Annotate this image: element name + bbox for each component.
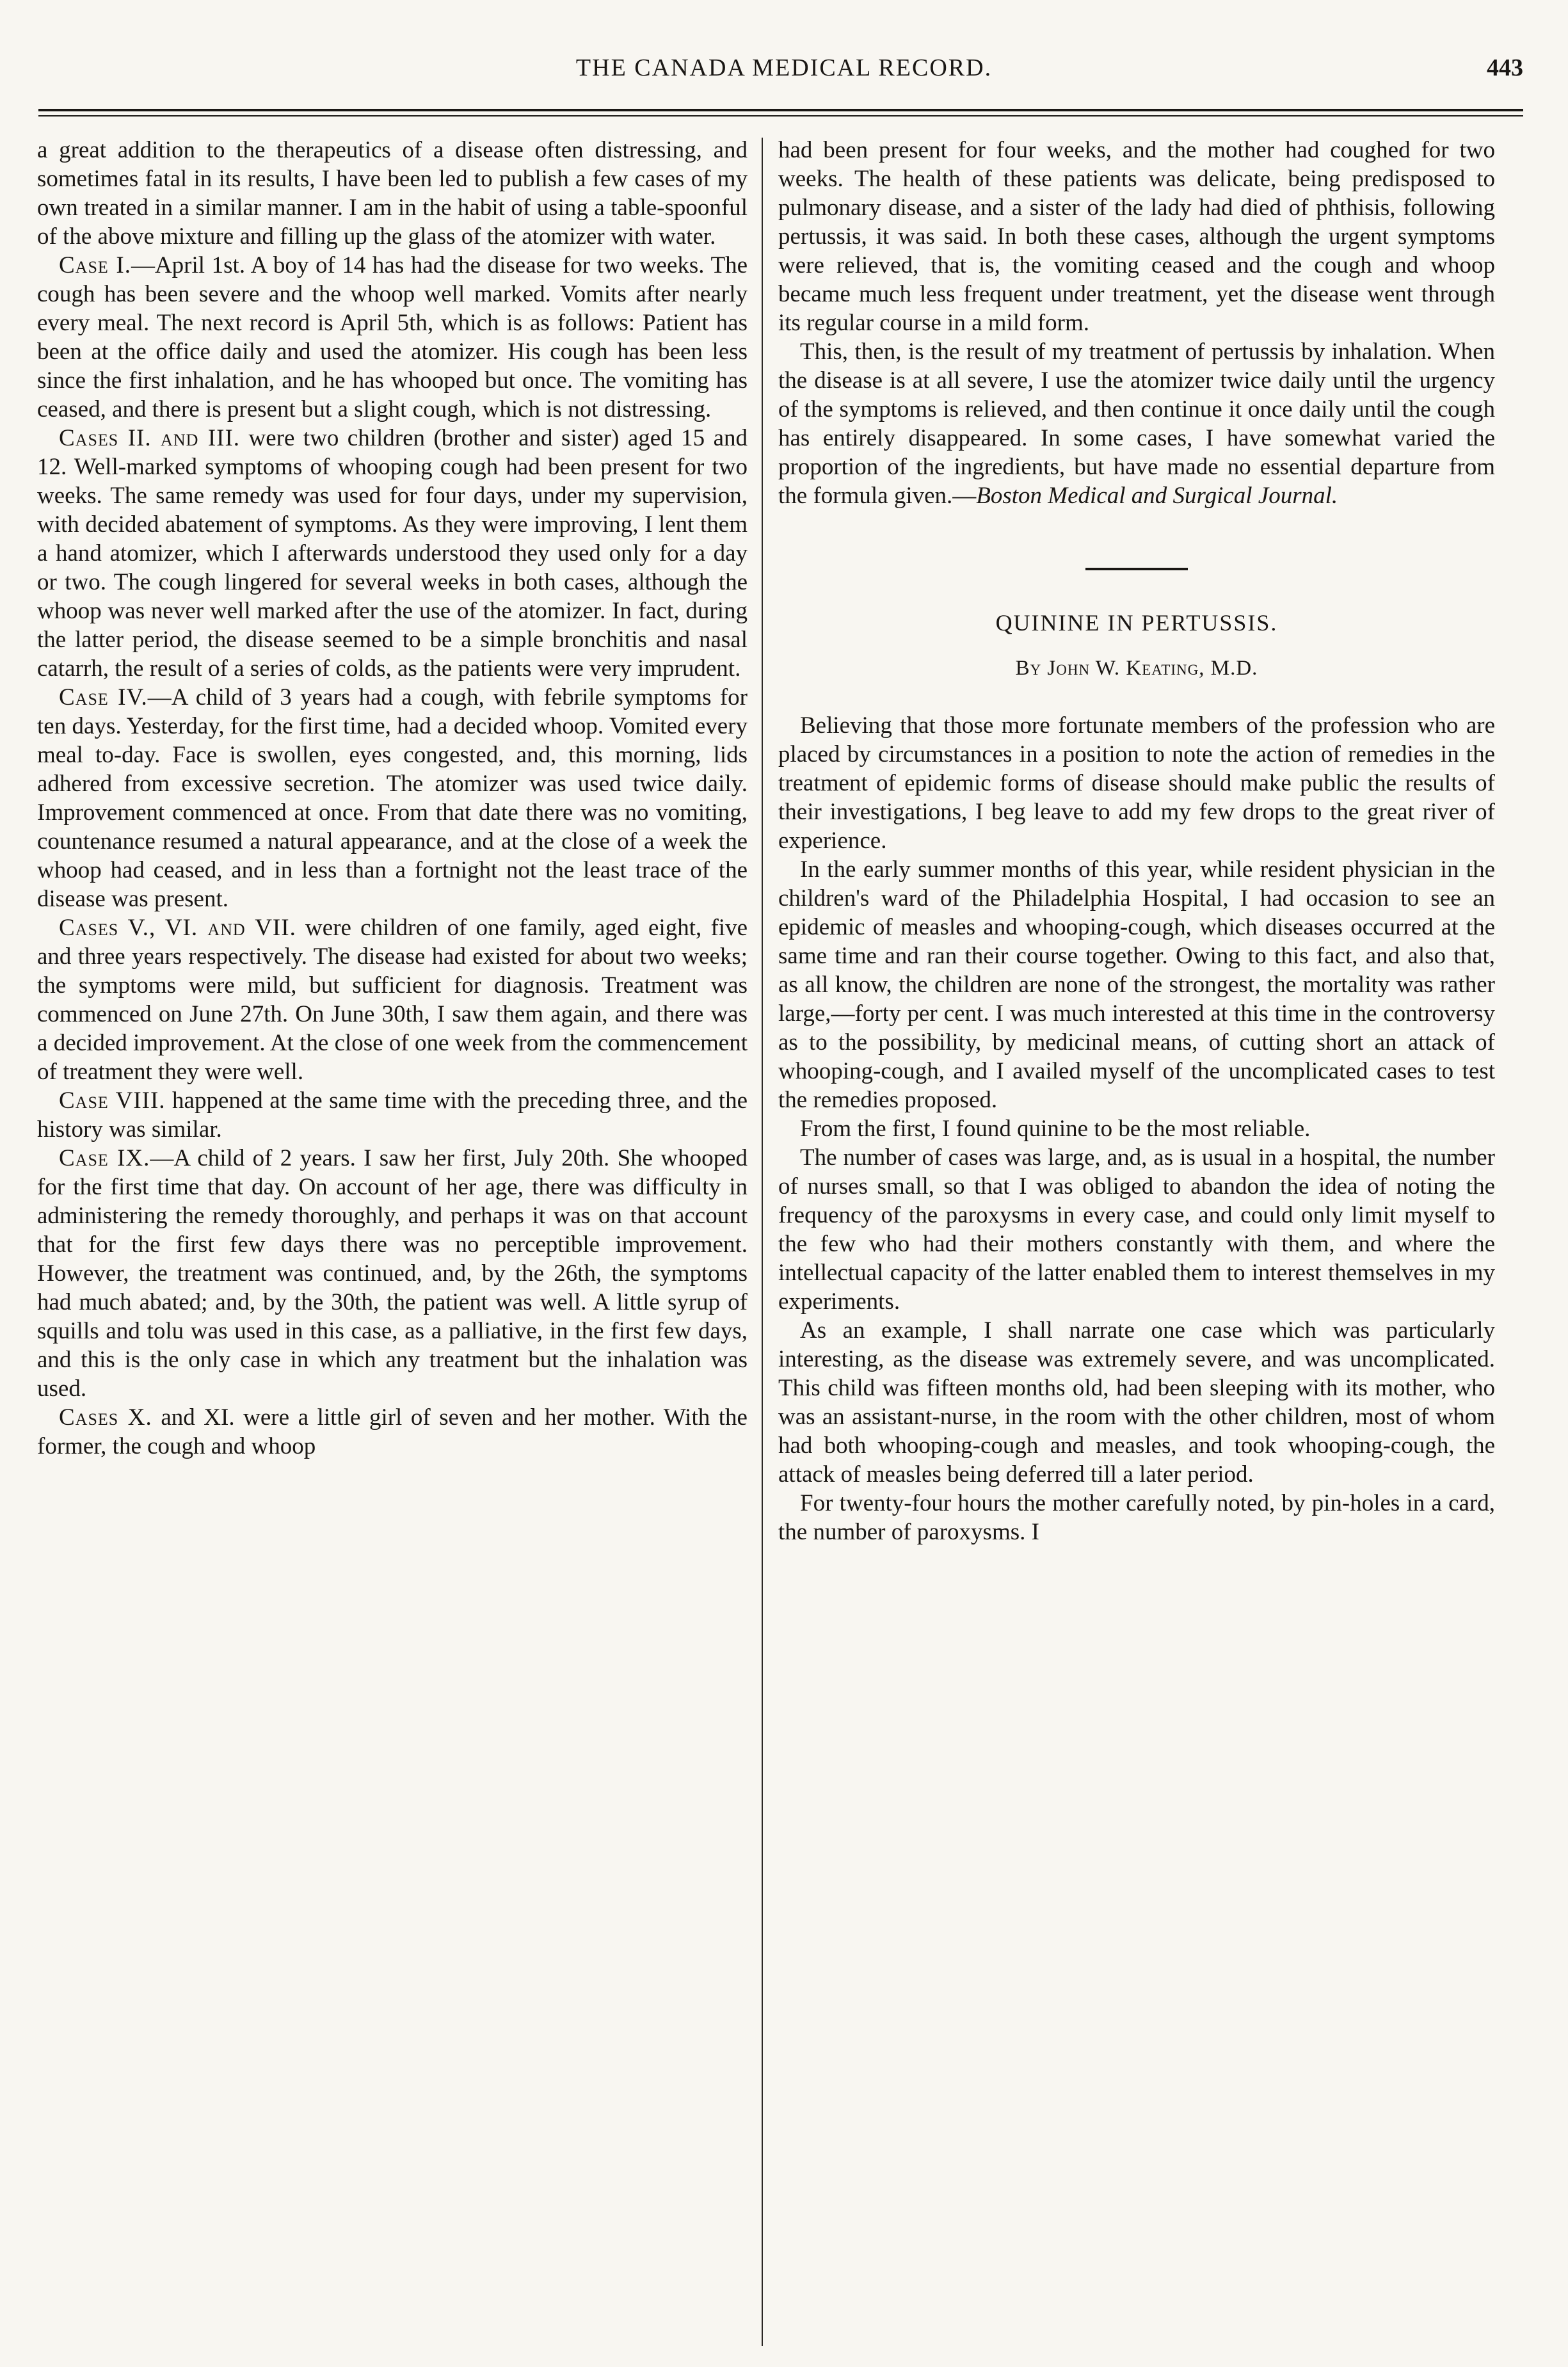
case-label: Cases V., VI. and VII. <box>59 915 296 941</box>
paragraph-text: were two children (brother and sister) aged 15 and 12. Well-marked symptoms of whooping cough had been present for two weeks. The same remedy was used for four days, under my supervision, with decided abatement of symptoms. As they were improving, I lent them a hand atomizer, which I afterwards understood they used only for a day or two. The cough lingered for several weeks in both cases, although the whoop was never well marked after the use of the atomizer. In fact, during the latter period, the disease seemed to be a simple bronchitis and nasal catarrh, the result of a series of colds, as the patients were very imprudent. <box>37 425 748 682</box>
paragraph <box>37 913 748 1086</box>
section-divider <box>1085 568 1188 570</box>
paragraph <box>37 1086 748 1144</box>
paragraph: From the first, I found quinine to be the most reliable. <box>800 1116 1311 1142</box>
case-label: Case VIII. <box>59 1087 166 1114</box>
paragraph: Believing that those more fortunate members of the profession who are placed by circumstances in a position to note the action of remedies in the treatment of epidemic forms of disease should make public the results of their investigations, I beg leave to add my few drops to the great river of experience. <box>778 712 1495 854</box>
running-title: THE CANADA MEDICAL RECORD. <box>575 54 993 81</box>
article-title: QUININE IN PERTUSSIS. <box>995 610 1278 636</box>
paragraph-text: —A child of 2 years. I saw her first, July 20th. She whooped for the first time that day. On account of her age, there was difficulty in administering the remedy thoroughly, and perhaps it was on that account that for the first few days there was no perceptible improvement. However, the treatment was continued, and, by the 26th, the symptoms had much abated; and, by the 30th, the patient was well. A little syrup of squills and tolu was used in this case, as a palliative, in the first few days, and this is the only case in which any treatment but the inhalation was used. <box>37 1145 748 1402</box>
paragraph <box>37 1144 748 1403</box>
paragraph-text: —April 1st. A boy of 14 has had the disease for two weeks. The cough has been severe and the whoop well marked. Vomits after nearly every meal. The next record is April 5th, which is as follows: Patient has been at the office daily and used the atomizer. His cough has been less since the first inhalation, and he has whooped but once. The vomiting has ceased, and there is present but a slight cough, which is not distressing. <box>37 252 748 422</box>
paragraph <box>37 1403 748 1461</box>
paragraph <box>37 683 748 913</box>
article-byline: By John W. Keating, M.D. <box>1015 657 1258 680</box>
paragraph: The number of cases was large, and, as is usual in a hospital, the number of nurses small, so that I was obliged to abandon the idea of noting the frequency of the paroxysms in every case, and could only limit myself to the few who had their mothers constantly with them, and where the intellectual capacity of the latter enabled them to interest themselves in my experiments. <box>778 1144 1495 1315</box>
paragraph-text: and XI. were a little girl of seven and her mother. With the former, the cough and whoop <box>37 1404 748 1459</box>
paragraph: As an example, I shall narrate one case which was particularly interesting, as the disease was extremely severe, and was uncomplicated. This child was fifteen months old, had been sleeping with its mother, who was an assistant-nurse, in the room with the other children, most of whom had both whooping-cough and measles, and took whooping-cough, the attack of measles being deferred till a later period. <box>778 1317 1495 1488</box>
paragraph-text: happened at the same time with the preceding three, and the history was similar. <box>37 1087 748 1143</box>
column-divider <box>762 138 763 2346</box>
case-label: Cases II. and III. <box>59 425 241 451</box>
paragraph <box>37 424 748 683</box>
source-citation: Boston Medical and Surgical Journal. <box>976 483 1338 509</box>
case-label: Case I. <box>59 252 131 278</box>
header-rule <box>38 109 1523 111</box>
right-column <box>778 136 1495 1546</box>
left-column <box>37 136 748 1461</box>
paragraph-text: This, then, is the result of my treatment of pertussis by inhalation. When the disease is at all severe, I use the atomizer twice daily until the urgency of the symptoms is relieved, and then continue it once daily until the cough has entirely disappeared. In some cases, I have somewhat varied the proportion of the ingredients, but have made no essential departure from the formula given.— <box>778 339 1495 509</box>
paragraph <box>37 251 748 424</box>
page-header <box>45 45 1523 96</box>
page-number: 443 <box>1487 54 1523 81</box>
case-label: Case IV. <box>59 684 148 710</box>
case-label: Case IX. <box>59 1145 150 1171</box>
paragraph: In the early summer months of this year, while resident physician in the children's ward of the Philadelphia Hospital, I had occasion to see an epidemic of measles and whooping-cough, which diseases occurred at the same time and ran their course together. Owing to this fact, and also that, as all know, the children are none of the strongest, the mortality was rather large,—forty per cent. I was much interested at this time in the controversy as to the possibility, by medicinal means, of cutting short an attack of whooping-cough, and I availed myself of the uncomplicated cases to test the remedies proposed. <box>778 856 1495 1113</box>
paragraph-text: were children of one family, aged eight, five and three years respectively. The disease had existed for about two weeks; the symptoms were mild, but sufficient for diagnosis. Treatment was commenced on June 27th. On June 30th, I saw them again, and there was a decided improvement. At the close of one week from the commencement of treatment they were well. <box>37 915 748 1085</box>
paragraph: For twenty-four hours the mother carefully noted, by pin-holes in a card, the number of paroxysms. I <box>778 1490 1495 1545</box>
paragraph: had been present for four weeks, and the mother had coughed for two weeks. The health of these patients was delicate, being predisposed to pulmonary disease, and a sister of the lady had died of phthisis, following pertussis, it was said. In both these cases, although the urgent symptoms were relieved, that is, the vomiting ceased and the cough and whoop became much less frequent under treatment, yet the disease went through its regular course in a mild form. <box>778 137 1495 336</box>
paragraph-text: —A child of 3 years had a cough, with febrile symptoms for ten days. Yesterday, for the first time, had a decided whoop. Vomited every meal to-day. Face is swollen, eyes congested, and, this morning, lids adhered from excessive secretion. The atomizer was used twice daily. Improvement commenced at once. From that date there was no vomiting, countenance resumed a natural appearance, and at the close of a week the whoop had ceased, and in less than a fortnight not the least trace of the disease was present. <box>37 684 748 912</box>
case-label: Cases X. <box>59 1404 152 1431</box>
header-rule-thin <box>38 115 1523 116</box>
paragraph: a great addition to the therapeutics of a disease often distressing, and sometimes fatal in its results, I have been led to publish a few cases of my own treated in a similar manner. I am in the habit of using a table-spoonful of the above mixture and filling up the glass of the atomizer with water. <box>37 137 748 250</box>
paragraph <box>778 337 1495 510</box>
